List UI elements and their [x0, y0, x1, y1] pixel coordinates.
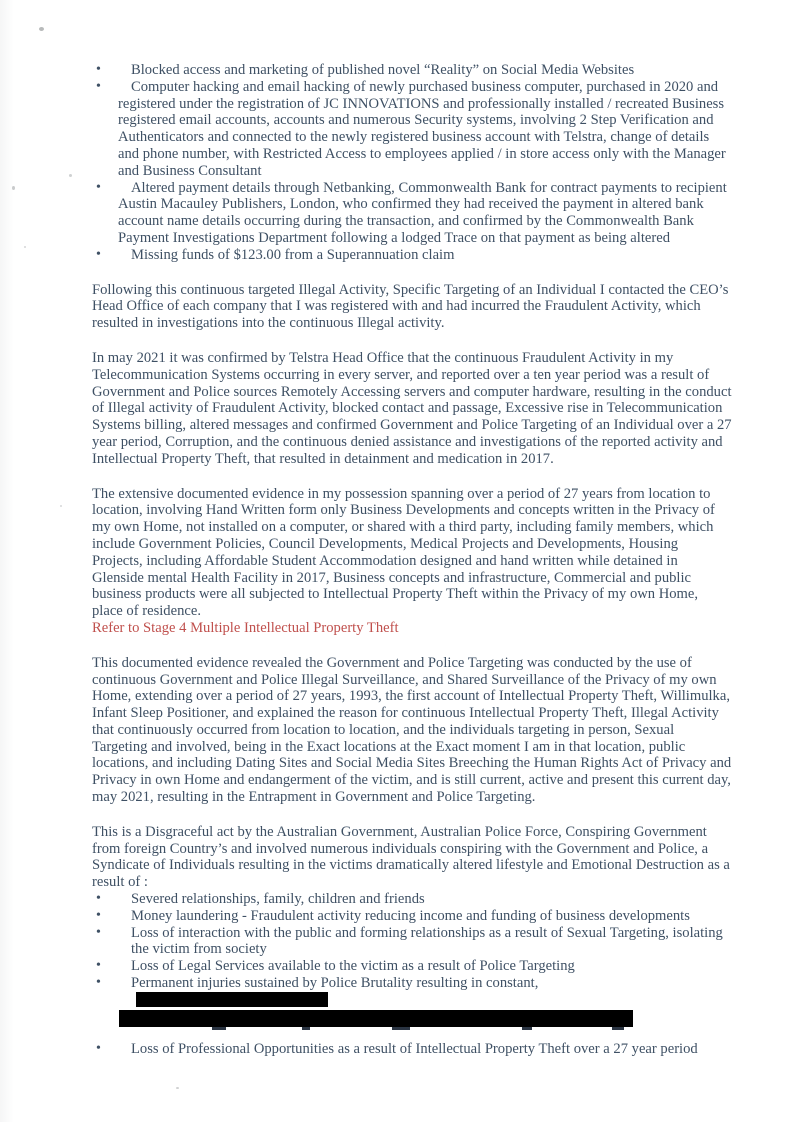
- bullet-glyph: •: [96, 958, 101, 974]
- bullet-glyph: •: [96, 975, 101, 991]
- list-item: [92, 958, 732, 975]
- bullet-text: Altered payment details through Netbanking, Commonwealth Bank for contract payments to recipient Austin Macauley Publishers, London, who confirmed they had received the payment in altered bank account name details occurring during the transaction, and confirmed by the Commonwealth Bank Payment Investigations Department following a lodged Trace on that payment as being altered: [118, 179, 727, 246]
- scan-edge-shadow: [0, 0, 14, 1122]
- text-remnant: [302, 1027, 310, 1030]
- paragraph: In may 2021 it was confirmed by Telstra Head Office that the continuous Fraudulent Activity in my Telecommunication Systems occurring in every server, and reported over a ten year period was a result of Government and Police sources Remotely Accessing servers and computer hardware, resulting in the conduct of Illegal activity of Fraudulent Activity, blocked contact and passage, Excessive rise in Telecommunication Systems billing, altered messages and confirmed Government and Police Targeting of an Individual over a 27 year period, Corruption, and the continuous denied assistance and investigations of the reported activity and Intellectual Property Theft, that resulted in detainment and medication in 2017.: [92, 349, 732, 467]
- list-item: [92, 62, 732, 79]
- scan-speck: [24, 246, 26, 248]
- grievance-bullet-list-top: [92, 62, 732, 264]
- bullet-text: Loss of Professional Opportunities as a result of Intellectual Property Theft over a 27 year period: [131, 1040, 698, 1057]
- bullet-glyph: •: [96, 1040, 101, 1056]
- paragraph: This is a Disgraceful act by the Australian Government, Australian Police Force, Conspiring Government from foreign Country’s and involved numerous individuals conspiring with the Government and Police, a Syndicate of Individuals resulting in the victims dramatically altered lifestyle and Emotional Destruction as a result of :: [92, 823, 730, 891]
- scan-speck: [69, 174, 72, 177]
- bullet-glyph: •: [96, 246, 101, 262]
- scan-speck: [39, 27, 44, 31]
- text-remnant: [612, 1027, 624, 1030]
- list-item: [92, 891, 732, 908]
- list-item: [92, 79, 732, 180]
- text-remnant: [392, 1027, 410, 1030]
- bullet-text: Severed relationships, family, children and friends: [131, 891, 425, 908]
- redaction-bar: [136, 992, 328, 1007]
- list-item: [92, 1041, 732, 1058]
- bullet-glyph: •: [96, 179, 101, 195]
- list-item: [92, 180, 732, 247]
- document-page: [92, 62, 732, 1057]
- bullet-glyph: •: [96, 907, 101, 923]
- red-reference-note: Refer to Stage 4 Multiple Intellectual Property Theft: [92, 619, 399, 636]
- scan-speck: [176, 1087, 179, 1089]
- paragraph: The extensive documented evidence in my possession spanning over a period of 27 years from location to location, involving Hand Written form only Business Developments and concepts written in the Privacy of my own Home, not installed on a computer, or shared with a third party, including family members, which include Government Policies, Council Developments, Medical Projects and Developments, Housing Projects, including Affordable Student Accommodation designed and hand written while detained in Glenside mental Health Facility in 2017, Business concepts and infrastructure, Commercial and public business products were all subjected to Intellectual Property Theft within the Privacy of my own Home, place of residence.: [92, 485, 715, 620]
- list-item: [92, 925, 732, 959]
- spacer: [92, 1032, 732, 1041]
- list-item: [92, 908, 732, 925]
- bullet-glyph: •: [96, 891, 101, 907]
- list-item-redacted: [92, 975, 732, 1009]
- bullet-text: Computer hacking and email hacking of newly purchased business computer, purchased in 2020 and registered under the registration of JC INNOVATIONS and professionally installed / recreated Business registered email accounts, accounts and numerous Security systems, involving 2 Step Verification and Authenticators and connected to the newly registered business account with Telstra, change of details and phone number, with Restricted Access to employees applied / in store access only with the Manager and Business Consultant: [118, 78, 726, 179]
- bullet-glyph: •: [96, 62, 101, 77]
- bullet-text: Permanent injuries sustained by Police Brutality resulting in constant,: [131, 975, 539, 992]
- text-remnant: [522, 1027, 532, 1030]
- bullet-text: Money laundering - Fraudulent activity reducing income and funding of business developments: [131, 907, 690, 924]
- redaction-bar: [119, 1010, 633, 1027]
- bullet-text: Loss of Legal Services available to the victim as a result of Police Targeting: [131, 958, 575, 975]
- bullet-glyph: •: [96, 924, 101, 940]
- consequence-bullet-list-bottom: [92, 891, 732, 1009]
- bullet-text: Missing funds of $123.00 from a Superannuation claim: [131, 246, 455, 263]
- final-bullet: [92, 1041, 732, 1058]
- scan-speck: [60, 505, 62, 507]
- bullet-text: Blocked access and marketing of published novel “Reality” on Social Media Websites: [131, 62, 635, 78]
- scan-speck: [12, 186, 15, 190]
- bullet-text: Loss of interaction with the public and forming relationships as a result of Sexual Targeting, isolating the victim from society: [131, 924, 723, 958]
- bullet-glyph: •: [96, 78, 101, 94]
- paragraph: Following this continuous targeted Illegal Activity, Specific Targeting of an Individual I contacted the CEO’s Head Office of each company that I was registered with and had incurred the Fraudulent Activity, which resulted in investigations into the continuous Illegal activity.: [92, 281, 729, 332]
- redacted-line: [92, 1010, 732, 1032]
- paragraph: This documented evidence revealed the Government and Police Targeting was conducted by the use of continuous Government and Police Illegal Surveillance, and Shared Surveillance of the Privacy of my own Home, extending over a period of 27 years, 1993, the first account of Intellectual Property Theft, Willimulka, Infant Sleep Positioner, and explained the reason for continuous Intellectual Property Theft, Illegal Activity that continuously occurred from location to location, and the individuals targeting in person, Sexual Targeting and involved, being in the Exact locations at the Exact moment I am in that location, public locations, and including Dating Sites and Social Media Sites Breeching the Human Rights Act of Privacy and Privacy in own Home and endangerment of the victim, and is still current, active and present this current day, may 2021, resulting in the Entrapment in Government and Police Targeting.: [92, 654, 732, 806]
- list-item: [92, 247, 732, 264]
- text-remnant: [212, 1027, 226, 1030]
